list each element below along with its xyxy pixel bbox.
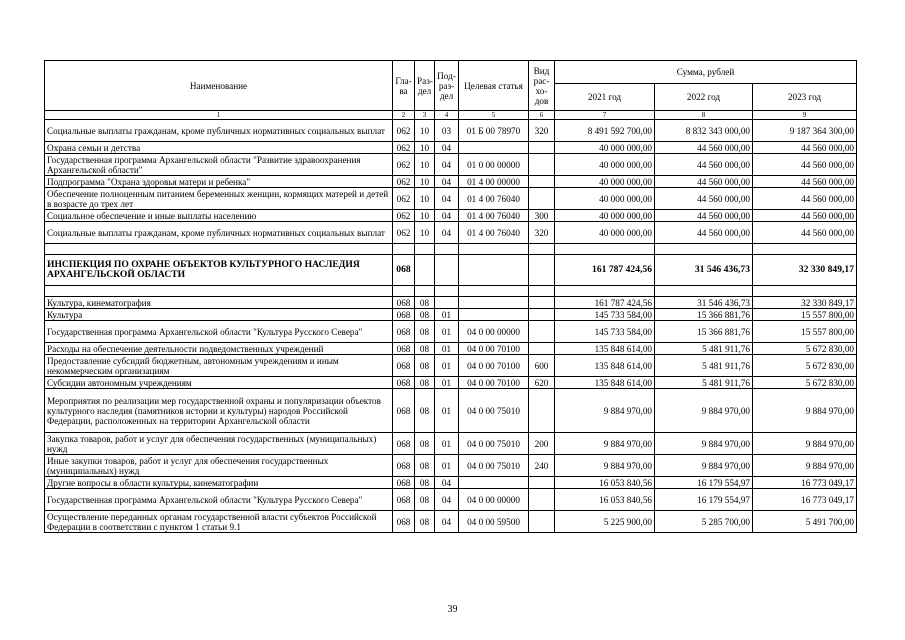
cell-sum-2022: 31 546 436,73 [655, 297, 753, 309]
cell-celevaya-statya: 01 4 00 76040 [459, 210, 529, 222]
table-row [45, 286, 857, 297]
header-summa: Сумма, рублей [555, 61, 857, 84]
cell-sum-2021: 40 000 000,00 [555, 176, 655, 188]
cell-podrazdel: 04 [435, 176, 459, 188]
cell-podrazdel: 04 [435, 489, 459, 511]
header-row-numbers [45, 111, 857, 120]
table-row [45, 120, 857, 142]
cell-celevaya-statya: 04 0 00 75010 [459, 433, 529, 455]
cell-podrazdel: 04 [435, 222, 459, 244]
cell-vid-rashodov [529, 154, 555, 176]
cell-podrazdel: 03 [435, 120, 459, 142]
table-row [45, 154, 857, 176]
cell-name: Субсидии автономным учреждениям [45, 377, 393, 389]
cell-vid-rashodov: 320 [529, 222, 555, 244]
column-number: 6 [529, 111, 555, 120]
cell-celevaya-statya: 01 Б 00 78970 [459, 120, 529, 142]
cell-glava: 068 [393, 433, 415, 455]
cell-razdel: 08 [415, 321, 435, 343]
cell-celevaya-statya: 04 0 00 70100 [459, 343, 529, 355]
cell-sum-2021: 135 848 614,00 [555, 377, 655, 389]
cell-podrazdel: 04 [435, 511, 459, 533]
cell-vid-rashodov [529, 511, 555, 533]
cell-podrazdel: 04 [435, 188, 459, 210]
cell-sum-2021: 135 848 614,00 [555, 343, 655, 355]
cell-sum-2023: 32 330 849,17 [753, 297, 857, 309]
cell-razdel: 08 [415, 433, 435, 455]
cell-name: Осуществление переданных органам государственной власти субъектов Российской Федерации в соответствии с пунктом 1 статьи 9.1 [45, 511, 393, 533]
cell-name: Государственная программа Архангельской области "Культура Русского Севера" [45, 489, 393, 511]
table-row [45, 511, 857, 533]
cell-vid-rashodov [529, 297, 555, 309]
cell-sum-2022: 5 481 911,76 [655, 343, 753, 355]
cell-sum-2022: 31 546 436,73 [655, 255, 753, 286]
cell-celevaya-statya: 04 0 00 70100 [459, 355, 529, 377]
cell-sum-2023: 9 884 970,00 [753, 433, 857, 455]
cell-razdel: 10 [415, 154, 435, 176]
cell-celevaya-statya: 01 4 00 76040 [459, 222, 529, 244]
cell-sum-2023: 44 560 000,00 [753, 154, 857, 176]
cell-glava: 068 [393, 309, 415, 321]
table-row [45, 255, 857, 286]
cell-razdel: 08 [415, 343, 435, 355]
cell-name: Культура, кинематография [45, 297, 393, 309]
cell-celevaya-statya [459, 255, 529, 286]
cell-celevaya-statya: 04 0 00 75010 [459, 455, 529, 477]
cell-glava: 062 [393, 210, 415, 222]
table-row [45, 433, 857, 455]
table-row [45, 477, 857, 489]
cell-podrazdel: 01 [435, 455, 459, 477]
cell-glava: 068 [393, 511, 415, 533]
table-row [45, 176, 857, 188]
cell-sum-2022: 44 560 000,00 [655, 176, 753, 188]
cell-glava: 068 [393, 389, 415, 433]
cell-sum-2023: 15 557 800,00 [753, 321, 857, 343]
cell-vid-rashodov: 600 [529, 355, 555, 377]
page-number: 39 [447, 604, 458, 615]
cell-celevaya-statya: 01 4 00 00000 [459, 176, 529, 188]
cell-sum-2023: 5 672 830,00 [753, 377, 857, 389]
cell-celevaya-statya: 04 0 00 59500 [459, 511, 529, 533]
cell-sum-2023: 16 773 049,17 [753, 477, 857, 489]
cell-name: Иные закупки товаров, работ и услуг для обеспечения государственных (муниципальных) нужд [45, 455, 393, 477]
table-row [45, 355, 857, 377]
cell-sum-2023: 5 672 830,00 [753, 355, 857, 377]
cell-name: Культура [45, 309, 393, 321]
cell-sum-2021: 9 884 970,00 [555, 433, 655, 455]
cell-glava: 068 [393, 489, 415, 511]
cell-vid-rashodov [529, 255, 555, 286]
cell-name [45, 244, 393, 255]
cell-sum-2021: 9 884 970,00 [555, 389, 655, 433]
cell-vid-rashodov [529, 477, 555, 489]
cell-sum-2023: 16 773 049,17 [753, 489, 857, 511]
cell-sum-2022 [655, 244, 753, 255]
cell-sum-2022: 9 884 970,00 [655, 455, 753, 477]
header-year-2021: 2021 год [555, 84, 655, 111]
cell-sum-2022: 16 179 554,97 [655, 477, 753, 489]
cell-sum-2021: 40 000 000,00 [555, 210, 655, 222]
cell-glava: 068 [393, 455, 415, 477]
cell-sum-2022: 8 832 343 000,00 [655, 120, 753, 142]
cell-celevaya-statya: 04 0 00 70100 [459, 377, 529, 389]
cell-glava: 062 [393, 222, 415, 244]
cell-razdel: 10 [415, 142, 435, 154]
cell-sum-2021: 135 848 614,00 [555, 355, 655, 377]
cell-glava [393, 286, 415, 297]
header-razdel: Раз-дел [415, 61, 435, 111]
cell-podrazdel: 04 [435, 142, 459, 154]
cell-name: Предоставление субсидий бюджетным, автономным учреждениям и иным некоммерческим организациям [45, 355, 393, 377]
cell-sum-2021: 40 000 000,00 [555, 154, 655, 176]
cell-razdel: 10 [415, 176, 435, 188]
cell-glava: 068 [393, 255, 415, 286]
cell-glava: 068 [393, 343, 415, 355]
cell-glava [393, 244, 415, 255]
cell-name: Социальные выплаты гражданам, кроме публичных нормативных социальных выплат [45, 222, 393, 244]
cell-sum-2021: 145 733 584,00 [555, 309, 655, 321]
cell-razdel: 10 [415, 120, 435, 142]
table-body [45, 120, 857, 533]
cell-sum-2021: 40 000 000,00 [555, 142, 655, 154]
table-row [45, 389, 857, 433]
cell-sum-2023: 44 560 000,00 [753, 142, 857, 154]
cell-sum-2023: 32 330 849,17 [753, 255, 857, 286]
table-row [45, 343, 857, 355]
cell-razdel [415, 244, 435, 255]
cell-celevaya-statya: 04 0 00 00000 [459, 489, 529, 511]
header-row-top [45, 61, 857, 84]
cell-vid-rashodov: 200 [529, 433, 555, 455]
cell-glava: 062 [393, 176, 415, 188]
cell-name: Охрана семьи и детства [45, 142, 393, 154]
cell-razdel: 10 [415, 188, 435, 210]
table-row [45, 309, 857, 321]
table-row [45, 188, 857, 210]
table-row [45, 142, 857, 154]
table-row [45, 489, 857, 511]
cell-razdel: 08 [415, 377, 435, 389]
cell-sum-2023: 9 884 970,00 [753, 389, 857, 433]
table-row [45, 210, 857, 222]
cell-name: Государственная программа Архангельской области "Культура Русского Севера" [45, 321, 393, 343]
cell-glava: 062 [393, 154, 415, 176]
cell-sum-2021: 40 000 000,00 [555, 188, 655, 210]
cell-podrazdel: 01 [435, 321, 459, 343]
cell-sum-2022: 5 285 700,00 [655, 511, 753, 533]
cell-name: Государственная программа Архангельской области "Развитие здравоохранения Архангельской области" [45, 154, 393, 176]
table-row [45, 222, 857, 244]
cell-name: Мероприятия по реализации мер государственной охраны и популяризации объектов культурного наследия (памятников истории и культуры) народов Российской Федерации, расположенных на территории Архангельской области [45, 389, 393, 433]
cell-podrazdel: 01 [435, 377, 459, 389]
cell-vid-rashodov: 620 [529, 377, 555, 389]
cell-glava: 062 [393, 142, 415, 154]
cell-glava: 068 [393, 355, 415, 377]
cell-name: Закупка товаров, работ и услуг для обеспечения государственных (муниципальных) нужд [45, 433, 393, 455]
cell-sum-2021: 161 787 424,56 [555, 297, 655, 309]
cell-sum-2021: 8 491 592 700,00 [555, 120, 655, 142]
header-celevaya-statya: Целевая статья [459, 61, 529, 111]
cell-vid-rashodov [529, 489, 555, 511]
cell-vid-rashodov [529, 142, 555, 154]
cell-razdel: 10 [415, 210, 435, 222]
cell-name: Подпрограмма "Охрана здоровья матери и ребенка" [45, 176, 393, 188]
cell-razdel: 08 [415, 455, 435, 477]
cell-vid-rashodov [529, 309, 555, 321]
cell-vid-rashodov [529, 176, 555, 188]
cell-sum-2023: 44 560 000,00 [753, 222, 857, 244]
cell-razdel [415, 255, 435, 286]
cell-sum-2022: 9 884 970,00 [655, 433, 753, 455]
cell-razdel: 08 [415, 489, 435, 511]
cell-razdel [415, 286, 435, 297]
cell-name: Обеспечение полноценным питанием беременных женщин, кормящих матерей и детей в возрасте до трех лет [45, 188, 393, 210]
cell-celevaya-statya [459, 244, 529, 255]
cell-razdel: 10 [415, 222, 435, 244]
cell-podrazdel: 01 [435, 389, 459, 433]
cell-sum-2022: 44 560 000,00 [655, 188, 753, 210]
cell-celevaya-statya [459, 286, 529, 297]
cell-razdel: 08 [415, 355, 435, 377]
cell-podrazdel: 04 [435, 210, 459, 222]
cell-sum-2021: 16 053 840,56 [555, 477, 655, 489]
cell-celevaya-statya [459, 142, 529, 154]
cell-vid-rashodov [529, 244, 555, 255]
cell-sum-2022: 9 884 970,00 [655, 389, 753, 433]
cell-sum-2023: 5 672 830,00 [753, 343, 857, 355]
cell-sum-2022: 44 560 000,00 [655, 210, 753, 222]
cell-razdel: 08 [415, 389, 435, 433]
cell-name [45, 286, 393, 297]
cell-name: Другие вопросы в области культуры, кинематографии [45, 477, 393, 489]
cell-name: Социальное обеспечение и иные выплаты населению [45, 210, 393, 222]
column-number: 5 [459, 111, 529, 120]
cell-sum-2021 [555, 244, 655, 255]
cell-vid-rashodov: 320 [529, 120, 555, 142]
cell-vid-rashodov: 240 [529, 455, 555, 477]
cell-name: Социальные выплаты гражданам, кроме публичных нормативных социальных выплат [45, 120, 393, 142]
cell-sum-2023: 5 491 700,00 [753, 511, 857, 533]
cell-podrazdel [435, 244, 459, 255]
cell-sum-2021: 40 000 000,00 [555, 222, 655, 244]
header-glava: Гла-ва [393, 61, 415, 111]
cell-sum-2021: 9 884 970,00 [555, 455, 655, 477]
header-name: Наименование [45, 61, 393, 111]
cell-sum-2022: 15 366 881,76 [655, 309, 753, 321]
cell-sum-2021: 145 733 584,00 [555, 321, 655, 343]
cell-sum-2023 [753, 286, 857, 297]
cell-vid-rashodov: 300 [529, 210, 555, 222]
cell-podrazdel: 04 [435, 477, 459, 489]
cell-glava: 068 [393, 321, 415, 343]
cell-podrazdel: 01 [435, 355, 459, 377]
column-number: 9 [753, 111, 857, 120]
cell-celevaya-statya: 04 0 00 00000 [459, 321, 529, 343]
cell-glava: 062 [393, 120, 415, 142]
header-vid-rashodov: Вид рас-хо-дов [529, 61, 555, 111]
cell-sum-2023: 9 884 970,00 [753, 455, 857, 477]
cell-sum-2021: 5 225 900,00 [555, 511, 655, 533]
cell-sum-2021: 16 053 840,56 [555, 489, 655, 511]
cell-podrazdel [435, 297, 459, 309]
cell-podrazdel: 01 [435, 343, 459, 355]
cell-celevaya-statya: 01 4 00 76040 [459, 188, 529, 210]
cell-sum-2022: 16 179 554,97 [655, 489, 753, 511]
cell-podrazdel: 01 [435, 433, 459, 455]
cell-sum-2022: 44 560 000,00 [655, 142, 753, 154]
cell-sum-2023: 15 557 800,00 [753, 309, 857, 321]
cell-celevaya-statya [459, 477, 529, 489]
cell-razdel: 08 [415, 309, 435, 321]
cell-sum-2022: 5 481 911,76 [655, 355, 753, 377]
cell-name: ИНСПЕКЦИЯ ПО ОХРАНЕ ОБЪЕКТОВ КУЛЬТУРНОГО НАСЛЕДИЯ АРХАНГЕЛЬСКОЙ ОБЛАСТИ [45, 255, 393, 286]
table-row [45, 297, 857, 309]
cell-podrazdel: 04 [435, 154, 459, 176]
cell-vid-rashodov [529, 188, 555, 210]
column-number: 8 [655, 111, 753, 120]
table-row [45, 455, 857, 477]
header-year-2023: 2023 год [753, 84, 857, 111]
cell-glava: 068 [393, 377, 415, 389]
cell-sum-2022: 15 366 881,76 [655, 321, 753, 343]
cell-sum-2023: 44 560 000,00 [753, 210, 857, 222]
cell-podrazdel: 01 [435, 309, 459, 321]
cell-sum-2023: 44 560 000,00 [753, 176, 857, 188]
column-number: 3 [415, 111, 435, 120]
cell-sum-2023: 44 560 000,00 [753, 188, 857, 210]
cell-glava: 068 [393, 297, 415, 309]
cell-celevaya-statya [459, 309, 529, 321]
table-row [45, 377, 857, 389]
cell-celevaya-statya [459, 297, 529, 309]
column-number: 4 [435, 111, 459, 120]
cell-celevaya-statya: 04 0 00 75010 [459, 389, 529, 433]
cell-sum-2022: 44 560 000,00 [655, 154, 753, 176]
cell-vid-rashodov [529, 343, 555, 355]
cell-glava: 062 [393, 188, 415, 210]
column-number: 2 [393, 111, 415, 120]
cell-vid-rashodov [529, 321, 555, 343]
cell-sum-2021 [555, 286, 655, 297]
cell-sum-2022: 5 481 911,76 [655, 377, 753, 389]
cell-vid-rashodov [529, 389, 555, 433]
table-row [45, 321, 857, 343]
budget-table [44, 60, 857, 533]
header-podrazdel: Под-раз-дел [435, 61, 459, 111]
cell-vid-rashodov [529, 286, 555, 297]
cell-sum-2022 [655, 286, 753, 297]
cell-razdel: 08 [415, 511, 435, 533]
column-number: 1 [45, 111, 393, 120]
cell-razdel: 08 [415, 297, 435, 309]
cell-glava: 068 [393, 477, 415, 489]
table-row [45, 244, 857, 255]
cell-podrazdel [435, 255, 459, 286]
cell-sum-2022: 44 560 000,00 [655, 222, 753, 244]
cell-sum-2023: 9 187 364 300,00 [753, 120, 857, 142]
cell-name: Расходы на обеспечение деятельности подведомственных учреждений [45, 343, 393, 355]
cell-sum-2023 [753, 244, 857, 255]
cell-podrazdel [435, 286, 459, 297]
header-year-2022: 2022 год [655, 84, 753, 111]
cell-razdel: 08 [415, 477, 435, 489]
cell-celevaya-statya: 01 0 00 00000 [459, 154, 529, 176]
column-number: 7 [555, 111, 655, 120]
cell-sum-2021: 161 787 424,56 [555, 255, 655, 286]
